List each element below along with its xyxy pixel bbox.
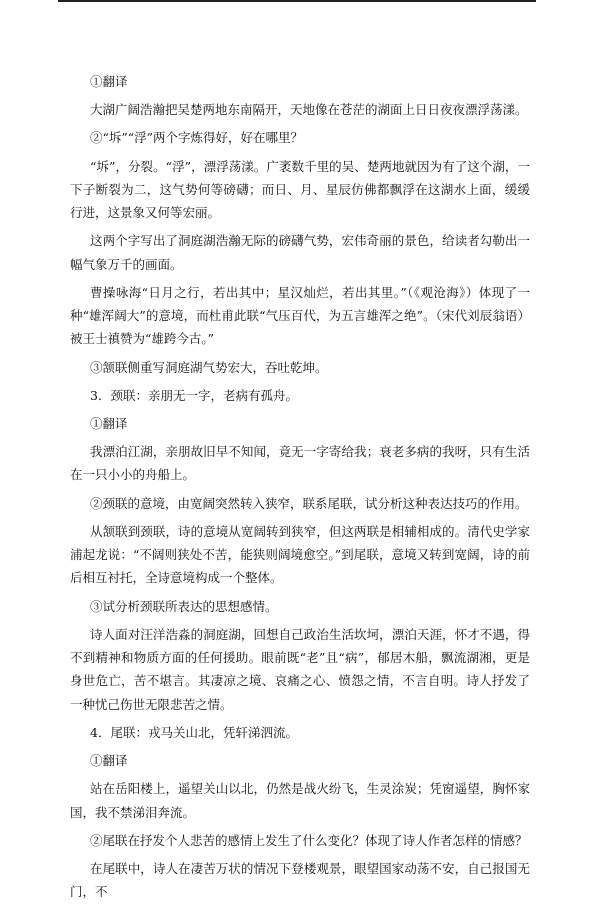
paragraph-17: 站在岳阳楼上，遥望关山以北，仍然是战火纷飞，生灵涂炭；凭窗遥望，胸怀家国，我不禁涕泪奔流。 bbox=[70, 781, 530, 820]
paragraph-19: 在尾联中，诗人在凄苦万状的情况下登楼观景，眼望国家动荡不安，自己报国无门，不 bbox=[70, 860, 530, 900]
paragraph-18: ②尾联在抒发个人悲苦的感情上发生了什么变化？体现了诗人作者怎样的情感？ bbox=[90, 832, 528, 848]
paragraph-13: ③试分析颈联所表达的思想感情。 bbox=[90, 598, 278, 614]
section-heading-3: 3．颈联：亲朋无一字，老病有孤舟。 bbox=[90, 387, 298, 403]
header-rule bbox=[58, 0, 536, 2]
paragraph-2: 大湖广阔浩瀚把吴楚两地东南隔开，天地像在苍茫的湖面上日日夜夜漂浮荡漾。 bbox=[90, 102, 528, 118]
paragraph-9: ①翻译 bbox=[90, 415, 128, 431]
paragraph-5: 这两个字写出了洞庭湖浩瀚无际的磅礴气势，宏伟奇丽的景色，给读者勾勒出一幅气象万千的画面。 bbox=[70, 233, 530, 272]
paragraph-7: ③颔联侧重写洞庭湖气势宏大，吞吐乾坤。 bbox=[90, 359, 328, 375]
paragraph-4: “坼”，分裂。“浮”，漂浮荡漾。广袤数千里的吴、楚两地就因为有了这个湖，一下子断裂为二，这气势何等磅礴；而日、月、星辰仿佛都飘浮在这湖水上面，缓缓行进，这景象又何等宏丽。 bbox=[70, 158, 530, 221]
paragraph-3: ②“坼”“浮”两个字炼得好，好在哪里？ bbox=[90, 130, 304, 146]
section-heading-4: 4．尾联：戎马关山北，凭轩涕泗流。 bbox=[90, 724, 298, 740]
paragraph-1: ①翻译 bbox=[90, 74, 128, 89]
paragraph-10: 我漂泊江湖，亲朋故旧早不知闻，竟无一字寄给我；衰老多病的我呀，只有生活在一只小小的舟船上。 bbox=[70, 444, 530, 483]
document-body bbox=[70, 70, 530, 908]
paragraph-14: 诗人面对汪洋浩淼的洞庭湖，回想自己政治生活坎坷，漂泊天涯，怀才不遇，得不到精神和物质方面的任何援助。眼前既“老”且“病”，郁居木船，飘流湖湘，更是身世危亡，苦不堪言。其凄凉之境、哀痛之心、愤怨之情，不言自明。诗人抒发了一种忧己伤世无限悲苦之情。 bbox=[70, 626, 530, 712]
paragraph-6: 曹操咏海“日月之行，若出其中；星汉灿烂，若出其里。”（《观沧海》）体现了一种“雄浑阔大”的意境，而杜甫此联“气压百代，为五言雄浑之绝”。（宋代刘辰翁语）被王士禛赞为“雄跨今古。” bbox=[70, 284, 530, 347]
paragraph-16: ①翻译 bbox=[90, 753, 128, 769]
paragraph-11: ②颈联的意境，由宽阔突然转入狭窄，联系尾联，试分析这种表达技巧的作用。 bbox=[90, 495, 528, 511]
paragraph-12: 从颔联到颈联，诗的意境从宽阔转到狭窄，但这两联是相辅相成的。清代史学家浦起龙说：“不阔则狭处不苦，能狭则阔境愈空。”到尾联，意境又转到宽阔，诗的前后相互衬托，全诗意境构成一个整体。 bbox=[70, 523, 530, 586]
